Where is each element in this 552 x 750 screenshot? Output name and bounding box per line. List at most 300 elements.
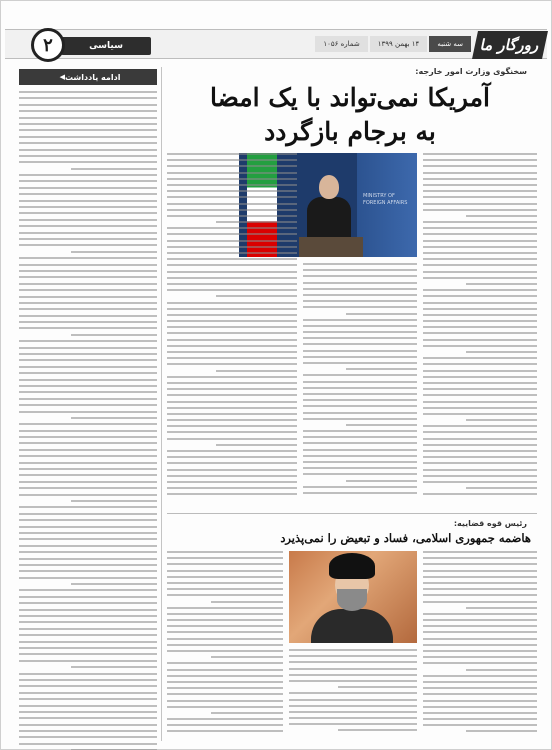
text-line — [19, 372, 157, 374]
text-line — [167, 394, 297, 396]
text-line — [167, 669, 283, 671]
text-line — [19, 711, 157, 713]
text-line — [423, 357, 537, 359]
text-line — [423, 456, 537, 458]
article-column — [423, 153, 537, 513]
text-line — [19, 110, 157, 112]
text-line — [423, 718, 537, 720]
text-line — [303, 461, 417, 463]
text-line — [423, 570, 537, 572]
text-line — [71, 583, 157, 585]
text-line — [167, 557, 283, 559]
text-line — [211, 656, 283, 658]
text-line — [19, 621, 157, 623]
text-line — [167, 582, 283, 584]
text-line — [19, 321, 157, 323]
text-line — [167, 588, 283, 590]
text-line — [19, 564, 157, 566]
article-divider — [167, 513, 537, 514]
text-line — [167, 339, 297, 341]
text-line — [71, 500, 157, 502]
text-line — [289, 692, 417, 694]
text-line — [19, 551, 157, 553]
text-line — [423, 376, 537, 378]
text-line — [19, 347, 157, 349]
text-line — [19, 193, 157, 195]
text-line — [423, 644, 537, 646]
text-line — [303, 412, 417, 414]
text-line — [423, 631, 537, 633]
text-line — [19, 558, 157, 560]
article-kicker: سخنگوی وزارت امور خارجه: — [415, 67, 527, 76]
text-line — [303, 430, 417, 432]
text-line — [466, 351, 537, 353]
article-column — [423, 551, 537, 741]
text-line — [289, 723, 417, 725]
text-line — [303, 300, 417, 302]
text-line — [423, 320, 537, 322]
text-line — [19, 244, 157, 246]
second-article-kicker: رئیس قوه قضاییه: — [453, 519, 527, 528]
text-line — [19, 104, 157, 106]
text-line — [167, 681, 283, 683]
robe — [311, 609, 393, 643]
continued-column — [19, 69, 157, 741]
text-line — [19, 615, 157, 617]
text-line — [19, 730, 157, 732]
text-line — [466, 669, 537, 671]
text-line — [19, 532, 157, 534]
text-line — [167, 401, 297, 403]
text-line — [167, 551, 283, 553]
text-line — [167, 570, 283, 572]
text-line — [167, 388, 297, 390]
text-line — [303, 343, 417, 345]
text-line — [289, 705, 417, 707]
text-line — [19, 187, 157, 189]
article-headline — [169, 81, 531, 149]
text-line — [167, 345, 297, 347]
text-line — [167, 271, 297, 273]
text-line — [19, 724, 157, 726]
text-line — [167, 481, 297, 483]
text-line — [303, 306, 417, 308]
text-line — [423, 638, 537, 640]
text-line — [423, 656, 537, 658]
text-line — [423, 706, 537, 708]
text-line — [216, 444, 297, 446]
text-line — [19, 327, 157, 329]
text-line — [423, 246, 537, 248]
text-line — [19, 602, 157, 604]
text-line — [19, 609, 157, 611]
text-line — [167, 407, 297, 409]
text-line — [423, 289, 537, 291]
text-line — [423, 209, 537, 211]
text-line — [211, 601, 283, 603]
text-line — [19, 391, 157, 393]
text-line — [19, 519, 157, 521]
text-line — [303, 350, 417, 352]
text-line — [19, 308, 157, 310]
text-line — [423, 314, 537, 316]
text-line — [19, 161, 157, 163]
text-line — [303, 282, 417, 284]
text-line — [289, 668, 417, 670]
text-line — [19, 404, 157, 406]
text-line — [167, 493, 297, 495]
text-line — [423, 277, 537, 279]
text-line — [19, 673, 157, 675]
text-line — [71, 666, 157, 668]
podium — [299, 237, 363, 257]
text-line — [423, 493, 537, 495]
text-line — [71, 168, 157, 170]
text-line — [303, 467, 417, 469]
text-line — [167, 687, 283, 689]
text-line — [303, 288, 417, 290]
text-line — [19, 698, 157, 700]
text-line — [423, 203, 537, 205]
text-line — [19, 641, 157, 643]
text-line — [167, 662, 283, 664]
second-article-headline: هاضمه جمهوری اسلامی، فساد و تبعیض را نمی‌پذیرد — [280, 531, 531, 545]
text-line — [19, 526, 157, 528]
text-line — [423, 370, 537, 372]
text-line — [167, 363, 297, 365]
text-line — [423, 438, 537, 440]
text-line — [19, 155, 157, 157]
text-line — [19, 206, 157, 208]
text-line — [71, 334, 157, 336]
text-line — [423, 159, 537, 161]
text-line — [19, 570, 157, 572]
text-line — [19, 257, 157, 259]
text-line — [19, 474, 157, 476]
text-line — [167, 619, 283, 621]
text-line — [423, 165, 537, 167]
text-line — [423, 184, 537, 186]
text-line — [167, 419, 297, 421]
text-line — [19, 513, 157, 515]
text-line — [423, 650, 537, 652]
text-line — [19, 660, 157, 662]
text-line — [466, 215, 537, 217]
text-line — [167, 425, 297, 427]
text-line — [303, 473, 417, 475]
text-line — [19, 589, 157, 591]
headline-line-2: به برجام بازگردد — [264, 117, 436, 146]
text-line — [423, 687, 537, 689]
text-line — [423, 401, 537, 403]
text-line — [167, 638, 283, 640]
text-line — [19, 232, 157, 234]
text-line — [19, 212, 157, 214]
text-line — [19, 225, 157, 227]
text-line — [423, 619, 537, 621]
text-line — [167, 462, 297, 464]
text-line — [19, 634, 157, 636]
text-line — [303, 337, 417, 339]
section-label: سیاسی — [61, 37, 151, 55]
text-line — [167, 172, 297, 174]
text-line — [19, 545, 157, 547]
text-line — [19, 398, 157, 400]
issue-meta — [313, 36, 471, 52]
main-article-body — [169, 153, 537, 513]
text-line — [303, 331, 417, 333]
text-line — [303, 449, 417, 451]
text-line — [303, 374, 417, 376]
text-line — [423, 339, 537, 341]
photo-sign-text: MINISTRY OF FOREIGN AFFAIRS — [363, 193, 408, 206]
column-divider — [161, 67, 162, 741]
text-line — [423, 425, 537, 427]
text-line — [19, 97, 157, 99]
text-line — [19, 117, 157, 119]
text-line — [346, 424, 417, 426]
text-line — [423, 178, 537, 180]
text-line — [167, 320, 297, 322]
text-line — [167, 675, 283, 677]
text-line — [167, 351, 297, 353]
text-line — [338, 686, 417, 688]
text-line — [19, 270, 157, 272]
text-line — [19, 436, 157, 438]
text-line — [167, 258, 297, 260]
text-line — [167, 718, 283, 720]
text-line — [19, 200, 157, 202]
text-line — [167, 730, 283, 732]
text-line — [423, 613, 537, 615]
text-line — [167, 438, 297, 440]
text-line — [19, 705, 157, 707]
continued-tag — [19, 69, 157, 85]
text-line — [466, 607, 537, 609]
text-line — [167, 625, 283, 627]
text-line — [423, 444, 537, 446]
text-line — [423, 724, 537, 726]
text-line — [19, 238, 157, 240]
speaker-head — [319, 175, 339, 199]
text-line — [167, 376, 297, 378]
text-line — [303, 325, 417, 327]
text-line — [423, 332, 537, 334]
text-line — [19, 123, 157, 125]
beard — [337, 589, 367, 611]
text-line — [423, 326, 537, 328]
text-line — [167, 413, 297, 415]
text-line — [423, 153, 537, 155]
text-line — [423, 172, 537, 174]
text-line — [167, 203, 297, 205]
text-line — [289, 674, 417, 676]
text-line — [167, 314, 297, 316]
text-line — [423, 407, 537, 409]
text-line — [216, 221, 297, 223]
text-line — [423, 382, 537, 384]
text-line — [423, 227, 537, 229]
text-line — [167, 382, 297, 384]
text-line — [423, 252, 537, 254]
text-line — [167, 724, 283, 726]
text-line — [167, 196, 297, 198]
text-line — [346, 368, 417, 370]
text-line — [423, 576, 537, 578]
text-line — [423, 264, 537, 266]
text-line — [303, 418, 417, 420]
text-line — [167, 252, 297, 254]
text-line — [19, 628, 157, 630]
text-line — [303, 405, 417, 407]
text-line — [19, 462, 157, 464]
text-line — [423, 196, 537, 198]
text-line — [423, 712, 537, 714]
text-line — [423, 394, 537, 396]
arrow-icon: ◀ — [59, 73, 65, 81]
text-line — [167, 227, 297, 229]
text-line — [19, 142, 157, 144]
text-line — [167, 613, 283, 615]
text-line — [423, 345, 537, 347]
text-line — [19, 136, 157, 138]
text-line — [167, 700, 283, 702]
text-line — [167, 302, 297, 304]
text-line — [19, 494, 157, 496]
text-line — [19, 538, 157, 540]
text-line — [423, 302, 537, 304]
text-line — [19, 736, 157, 738]
text-line — [167, 184, 297, 186]
text-line — [19, 264, 157, 266]
text-line — [289, 680, 417, 682]
article-column — [167, 153, 297, 513]
text-line — [303, 356, 417, 358]
text-line — [19, 353, 157, 355]
text-line — [19, 149, 157, 151]
text-line — [167, 706, 283, 708]
text-line — [19, 379, 157, 381]
text-line — [303, 319, 417, 321]
second-article-body — [169, 551, 537, 741]
text-line — [346, 313, 417, 315]
text-line — [167, 357, 297, 359]
text-line — [289, 711, 417, 713]
text-line — [167, 215, 297, 217]
text-line — [19, 743, 157, 745]
text-line — [423, 308, 537, 310]
text-line — [289, 699, 417, 701]
logo-text: رورگار ما — [478, 36, 542, 54]
text-line — [423, 693, 537, 695]
text-line — [19, 455, 157, 457]
text-line — [19, 685, 157, 687]
text-line — [423, 388, 537, 390]
text-line — [167, 178, 297, 180]
text-line — [19, 129, 157, 131]
article-column — [167, 551, 283, 741]
column-text-block — [19, 91, 157, 750]
text-line — [423, 594, 537, 596]
text-line — [303, 269, 417, 271]
text-line — [167, 264, 297, 266]
text-line — [167, 456, 297, 458]
continued-label: ادامه یادداشت — [64, 72, 121, 82]
text-line — [167, 308, 297, 310]
text-line — [303, 399, 417, 401]
text-line — [19, 283, 157, 285]
text-line — [423, 413, 537, 415]
text-line — [167, 283, 297, 285]
text-line — [466, 730, 537, 732]
text-line — [289, 655, 417, 657]
text-line — [167, 165, 297, 167]
text-line — [19, 442, 157, 444]
text-line — [303, 275, 417, 277]
text-line — [167, 469, 297, 471]
headline-line-1: آمریکا نمی‌تواند با یک امضا — [209, 83, 491, 112]
date-label: ۱۴ بهمن ۱۳۹۹ — [370, 36, 428, 52]
text-line — [167, 650, 283, 652]
text-line — [167, 246, 297, 248]
judiciary-chief-photo — [289, 551, 417, 643]
text-line — [303, 294, 417, 296]
text-line — [19, 596, 157, 598]
text-line — [167, 209, 297, 211]
text-line — [303, 486, 417, 488]
text-line — [167, 332, 297, 334]
text-line — [216, 295, 297, 297]
text-line — [423, 295, 537, 297]
text-line — [19, 289, 157, 291]
newspaper-logo — [472, 31, 548, 59]
text-line — [423, 221, 537, 223]
text-line — [167, 607, 283, 609]
text-line — [423, 431, 537, 433]
text-line — [423, 551, 537, 553]
text-line — [19, 219, 157, 221]
text-line — [303, 381, 417, 383]
page-number: ۲ — [31, 28, 65, 62]
text-line — [167, 190, 297, 192]
text-line — [303, 362, 417, 364]
text-line — [167, 450, 297, 452]
text-line — [19, 577, 157, 579]
text-line — [423, 475, 537, 477]
text-line — [423, 450, 537, 452]
text-line — [303, 263, 417, 265]
text-line — [423, 675, 537, 677]
text-line — [423, 681, 537, 683]
text-line — [423, 557, 537, 559]
text-line — [423, 190, 537, 192]
text-line — [466, 487, 537, 489]
text-line — [167, 240, 297, 242]
text-line — [466, 283, 537, 285]
text-line — [303, 442, 417, 444]
text-line — [19, 717, 157, 719]
text-line — [423, 240, 537, 242]
text-line — [71, 417, 157, 419]
text-line — [423, 469, 537, 471]
text-line — [167, 233, 297, 235]
text-line — [19, 340, 157, 342]
text-line — [19, 647, 157, 649]
text-line — [303, 393, 417, 395]
text-line — [423, 625, 537, 627]
text-line — [338, 729, 417, 731]
text-line — [19, 174, 157, 176]
